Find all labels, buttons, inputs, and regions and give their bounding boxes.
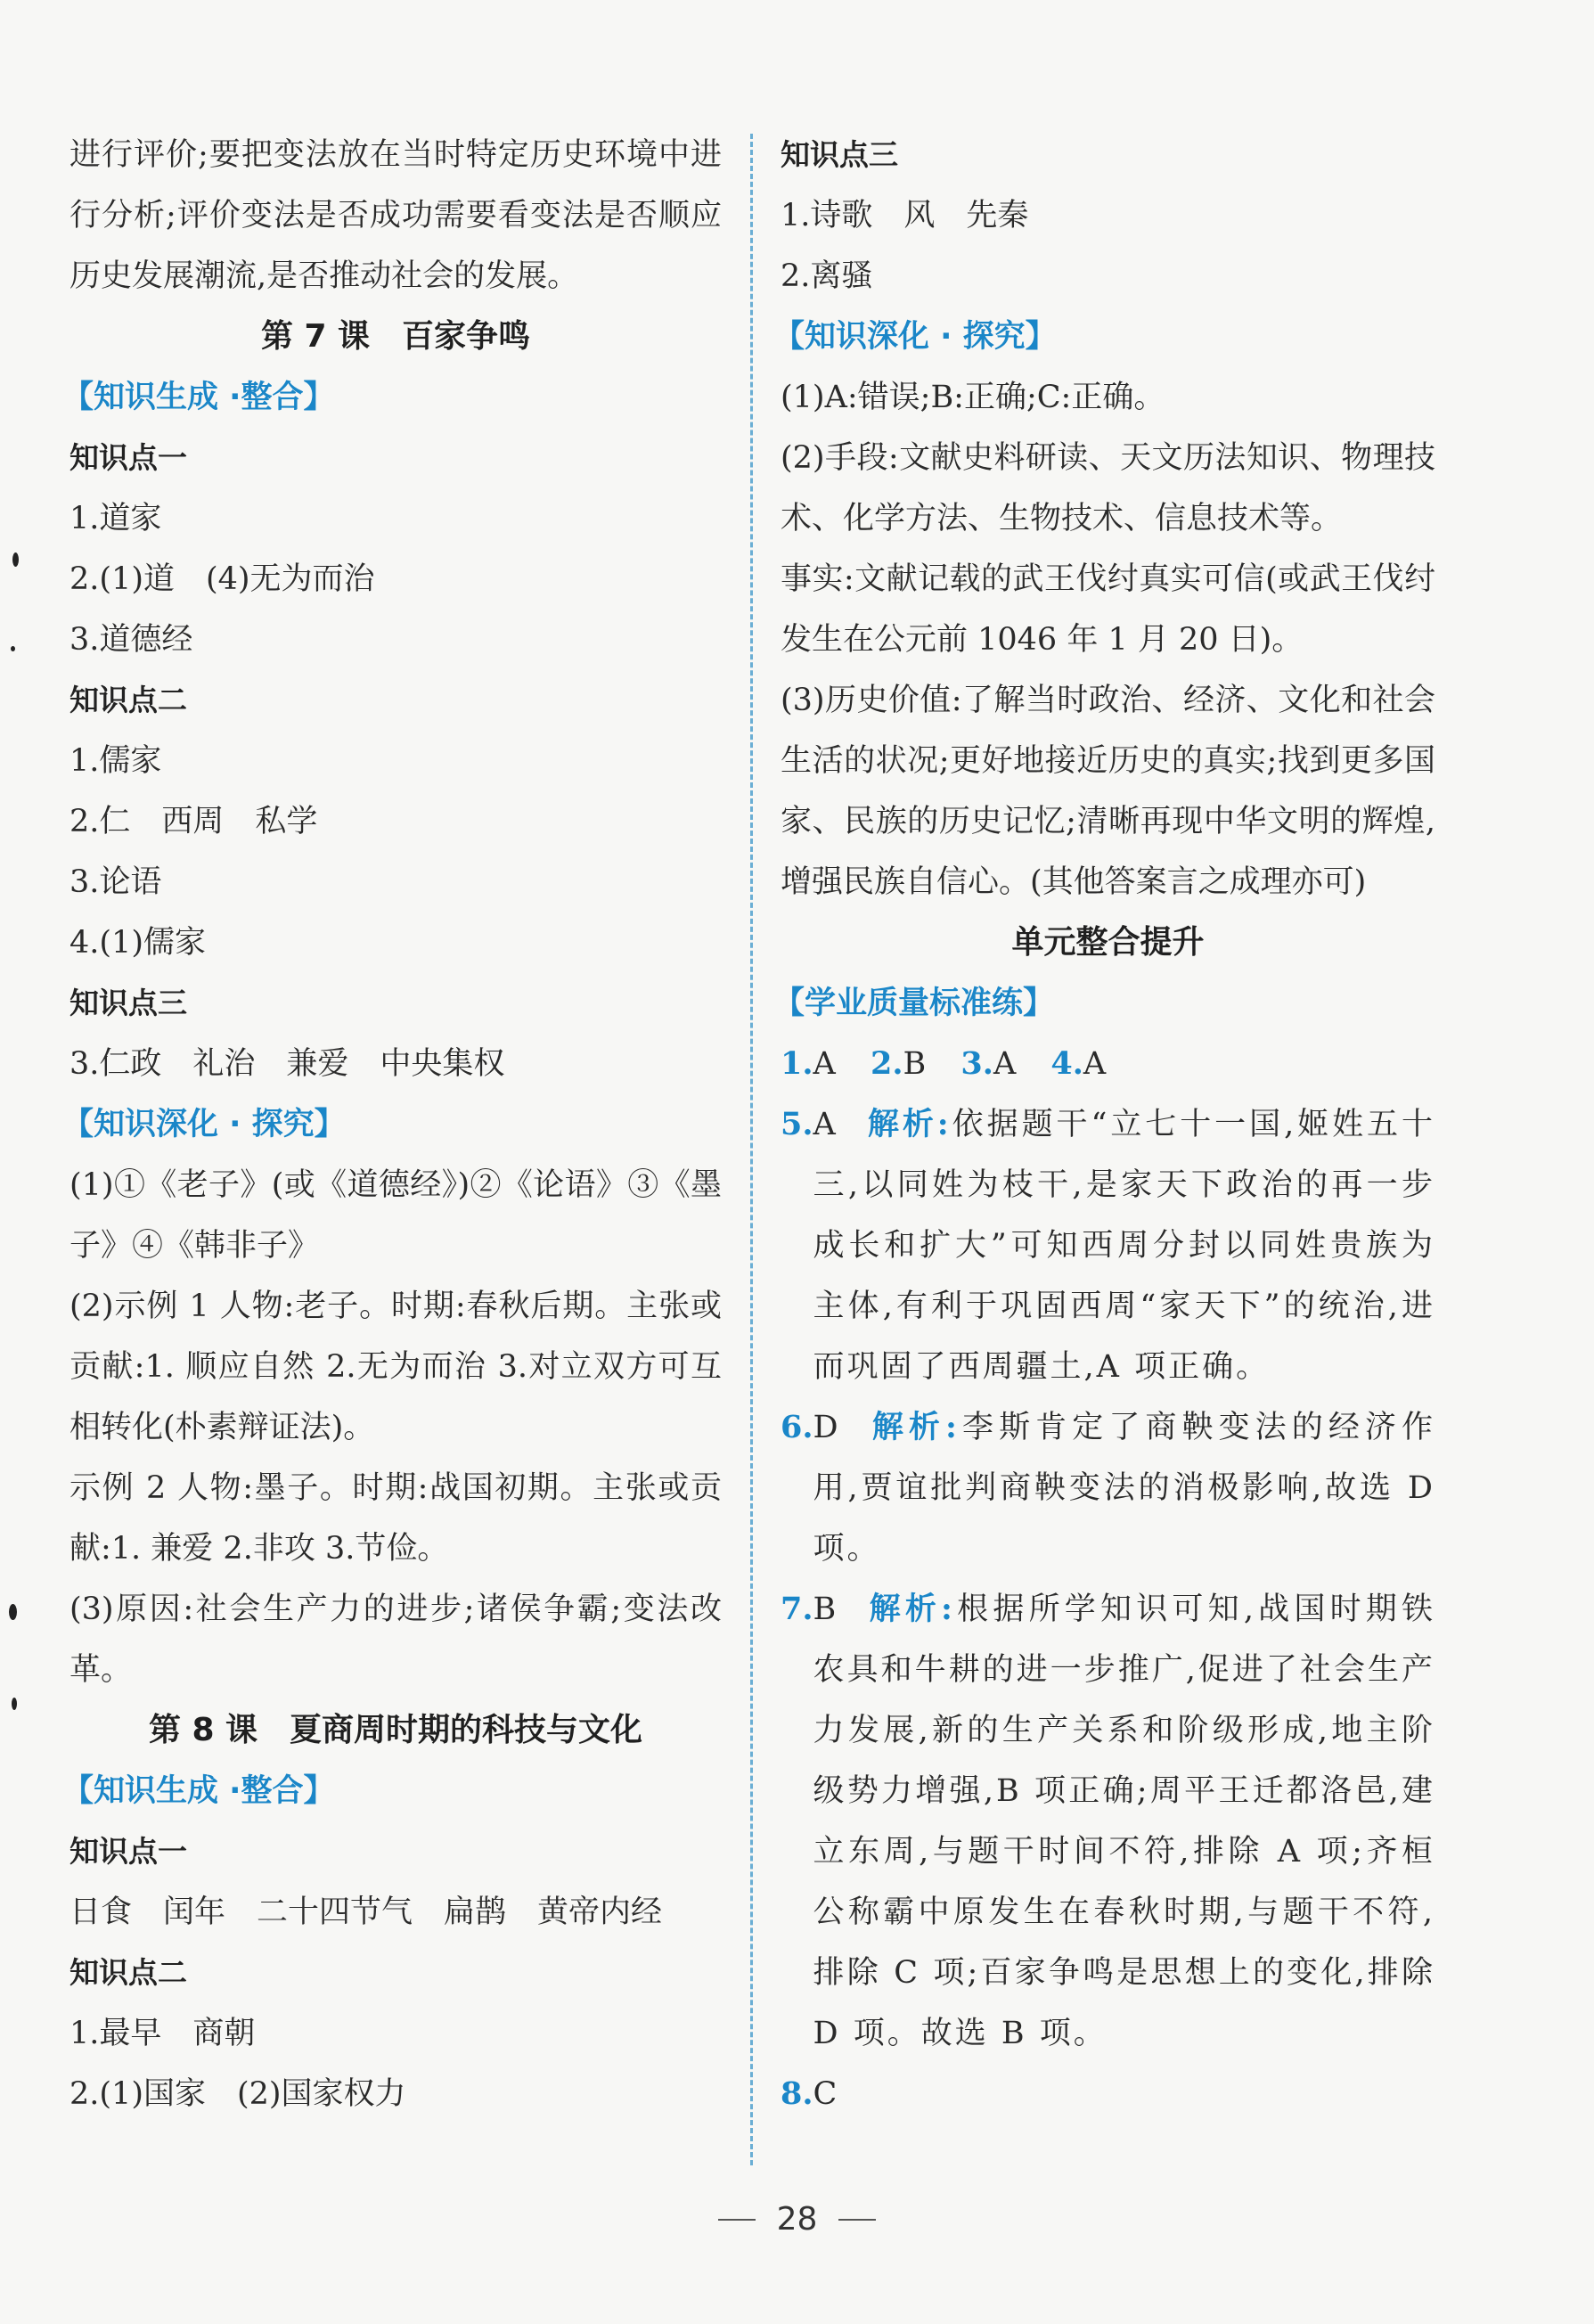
page-number: 28: [776, 2201, 818, 2238]
footer-dash-left: [718, 2219, 756, 2221]
analysis-label: 解析:: [869, 1591, 955, 1627]
list-item: 3.道德经: [69, 622, 193, 658]
explore-paragraph: 示例 2 人物:墨子。时期:战国初期。主张或贡献:1. 兼爱 2.非攻 3.节俭。: [69, 1470, 722, 1567]
footer-dash-right: [838, 2219, 876, 2221]
lesson7-kp2-title: 知识点二: [69, 683, 187, 717]
list-item: 日食 闰年 二十四节气 扁鹊 黄帝内经: [69, 1894, 663, 1930]
list-item: 4.(1)儒家: [69, 925, 206, 961]
right-kp3-title: 知识点三: [781, 137, 898, 172]
explore-paragraph: (2)示例 1 人物:老子。时期:春秋后期。主张或贡献:1. 顺应自然 2.无为而治 3.对立双方可互相转化(朴素辩证法)。: [69, 1289, 722, 1445]
lesson7-title: 第 7 课 百家争鸣: [260, 318, 531, 355]
practice-section-title: 【学业质量标准练】: [773, 986, 1055, 1021]
explore-paragraph: (2)手段:文献史料研读、天文历法知识、物理技术、化学方法、生物技术、信息技术等。: [781, 440, 1435, 536]
unit-title: 单元整合提升: [1011, 924, 1205, 961]
scan-speck: [12, 1698, 17, 1710]
answer-choice: A: [813, 1107, 838, 1142]
answer-3: 3.A: [960, 1045, 1017, 1082]
left-column: [62, 125, 722, 2124]
lesson8-kp1-title: 知识点一: [69, 1834, 187, 1869]
column-divider: [750, 134, 753, 2165]
list-item: 2.离骚: [781, 258, 873, 294]
scan-speck: [11, 646, 15, 651]
answer-2: 2.B: [870, 1045, 927, 1082]
lesson7-section-explore: 【知识深化 · 探究】: [62, 1107, 346, 1142]
lesson8-kp2-title: 知识点二: [69, 1955, 187, 1990]
answer-1: 1.A: [781, 1045, 836, 1082]
answer-6: 6. D 解析:李斯肯定了商鞅变法的经济作用,贾谊批判商鞅变法的消极影响,故选 D 项。: [781, 1409, 1435, 1567]
list-item: 2.(1)道 (4)无为而治: [69, 561, 375, 597]
list-item: 3.仁政 礼治 兼爱 中央集权: [69, 1046, 505, 1082]
answer-choice: B: [813, 1592, 839, 1627]
answer-8: 8.C: [781, 2075, 838, 2112]
list-item: 2.(1)国家 (2)国家权力: [69, 2076, 406, 2112]
analysis-text: 依据题干“立七十一国,姬姓五十三,以同姓为枝干,是家天下政治的再一步成长和扩大”可知西周分封以同姓贵族为主体,有利于巩固西周“家天下”的统治,进而巩固了西周疆土,A 项正确。: [813, 1107, 1435, 1385]
lesson7-section-generation: 【知识生成 ·整合】: [62, 380, 335, 415]
explore-paragraph: 事实:文献记载的武王伐纣真实可信(或武王伐纣发生在公元前 1046 年 1 月 20 日)。: [781, 561, 1435, 658]
page-footer: [0, 2201, 1594, 2238]
analysis-label: 解析:: [871, 1409, 960, 1445]
right-section-explore: 【知识深化 · 探究】: [773, 319, 1057, 355]
right-column: [773, 125, 1435, 2124]
scan-speck: [9, 1604, 17, 1620]
intro-paragraph: 进行评价;要把变法放在当时特定历史环境中进行分析;评价变法是否成功需要看变法是否顺应历史发展潮流,是否推动社会的发展。: [69, 137, 722, 294]
list-item: 1.道家: [69, 501, 162, 536]
explore-paragraph: (3)历史价值:了解当时政治、经济、文化和社会生活的状况;更好地接近历史的真实;找到更多国家、民族的历史记忆;清晰再现中华文明的辉煌,增强民族自信心。(其他答案言之成理亦可): [781, 683, 1435, 900]
analysis-text: 李斯肯定了商鞅变法的经济作用,贾谊批判商鞅变法的消极影响,故选 D 项。: [813, 1410, 1435, 1567]
scan-speck: [12, 552, 19, 567]
lesson7-kp3-title: 知识点三: [69, 986, 187, 1020]
answer-4: 4.A: [1050, 1045, 1107, 1082]
lesson7-kp1-title: 知识点一: [69, 440, 187, 475]
list-item: 1.最早 商朝: [69, 2016, 256, 2051]
answer-5: 5. A 解析:依据题干“立七十一国,姬姓五十三,以同姓为枝干,是家天下政治的再一步成长和扩大”可知西周分封以同姓贵族为主体,有利于巩固西周“家天下”的统治,进而巩固了西周疆土,A 项正确。: [781, 1106, 1435, 1385]
explore-paragraph: (3)原因:社会生产力的进步;诸侯争霸;变法改革。: [69, 1592, 722, 1688]
list-item: 1.诗歌 风 先秦: [781, 198, 1029, 233]
quick-answers: [781, 1034, 1435, 1094]
list-item: 3.论语: [69, 864, 162, 900]
lesson8-title: 第 8 课 夏商周时期的科技与文化: [148, 1712, 643, 1748]
list-item: 1.儒家: [69, 743, 162, 779]
answer-7: 7. B 解析:根据所学知识可知,战国时期铁农具和牛耕的进一步推广,促进了社会生产力发展,新的生产关系和阶级形成,地主阶级势力增强,B 项正确;周平王迁都洛邑,建立东周,与题干时间不符,排除 A 项;齐桓公称霸中原发生在春秋时期,与题干不符,排除 C 项;百家争鸣是思想上的变化,排除 D 项。故选 B 项。: [781, 1591, 1435, 2051]
lesson8-section-generation: 【知识生成 ·整合】: [62, 1773, 335, 1809]
list-item: 2.仁 西周 私学: [69, 804, 318, 839]
analysis-text: 根据所学知识可知,战国时期铁农具和牛耕的进一步推广,促进了社会生产力发展,新的生产关系和阶级形成,地主阶级势力增强,B 项正确;周平王迁都洛邑,建立东周,与题干时间不符,排除 A 项;齐桓公称霸中原发生在春秋时期,与题干不符,排除 C 项;百家争鸣是思想上的变化,排除 D 项。故选 B 项。: [813, 1592, 1435, 2051]
explore-paragraph: (1)A:错误;B:正确;C:正确。: [781, 380, 1165, 415]
explore-paragraph: (1)①《老子》(或《道德经》)②《论语》③《墨子》④《韩非子》: [69, 1167, 722, 1264]
answer-choice: D: [813, 1410, 841, 1445]
analysis-label: 解析:: [867, 1106, 952, 1142]
